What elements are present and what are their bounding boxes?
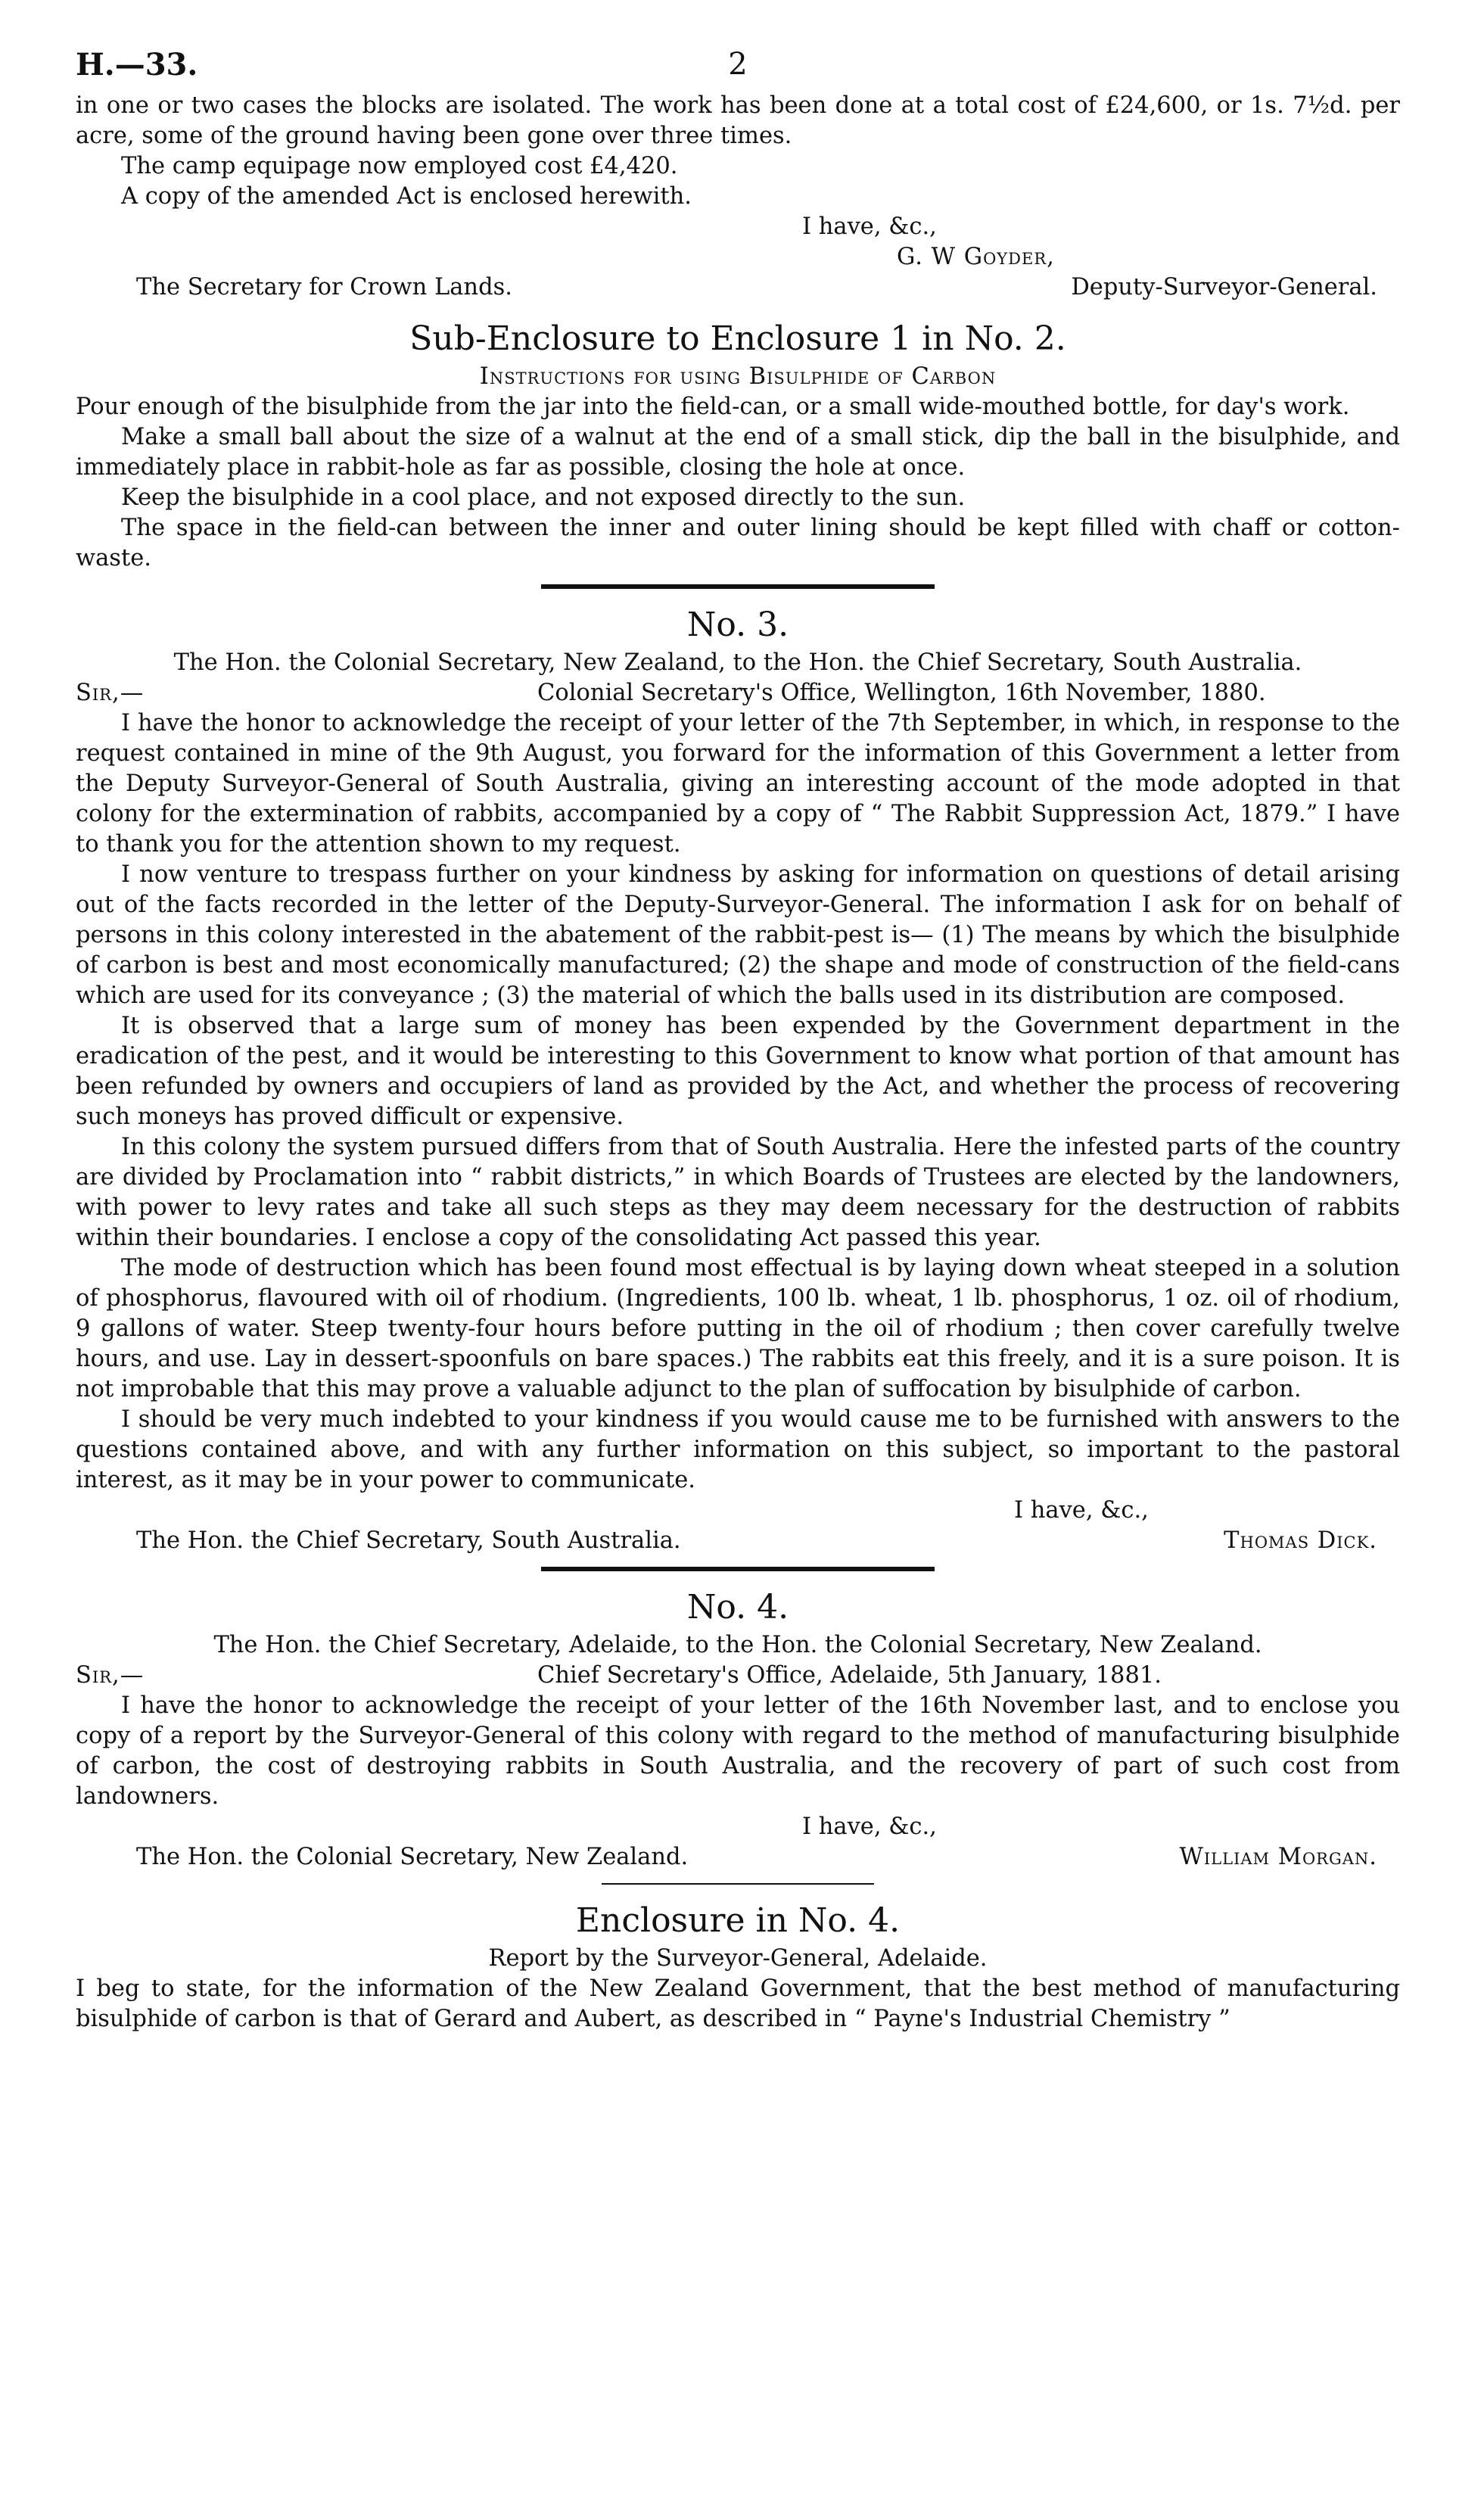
enclosure4-title: Enclosure in No. 4. (575, 1901, 901, 1940)
no3-addressee: The Hon. the Chief Secretary, South Australia. (136, 1527, 681, 1554)
sub-enclosure-subtitle: Instructions for using Bisulphide of Carbon (479, 363, 997, 390)
no4-heading: The Hon. the Chief Secretary, Adelaide, to the Hon. the Colonial Secretary, New Zealand. (213, 1632, 1262, 1658)
page-number: 2 (728, 47, 748, 82)
no4-title: No. 4. (686, 1588, 789, 1627)
sub-enclosure-title: Sub-Enclosure to Enclosure 1 in No. 2. (409, 319, 1066, 358)
section-divider (541, 1567, 935, 1571)
no3-signature-row (76, 1526, 1400, 1556)
opening-closing: I have, &c., (802, 213, 937, 240)
opening-paragraph-3: A copy of the amended Act is enclosed herewith. (121, 183, 692, 210)
no3-paragraph-4: In this colony the system pursued differs from that of South Australia. Here the infested parts of the country are divided by Proclamation into “ rabbit districts,” in which Boards of Trustees are elected by the landowners, with power to levy rates and take all such steps as they may deem necessary for the destruction of rabbits within their boundaries. I enclose a copy of the consolidating Act passed this year. (76, 1134, 1400, 1251)
page-reference: H.—33. (76, 47, 198, 82)
no3-paragraph-6: I should be very much indebted to your kindness if you would cause me to be furnished with answers to the questions contained above, and with any further information on this subject, so important to the pastoral interest, as it may be in your power to communicate. (76, 1406, 1400, 1493)
no4-signature-row (76, 1842, 1400, 1873)
no3-closing: I have, &c., (1014, 1497, 1149, 1524)
sub-enclosure-paragraph-3: Keep the bisulphide in a cool place, and not exposed directly to the sun. (121, 484, 966, 511)
opening-signatory: G. W Goyder, (897, 244, 1055, 270)
no3-paragraph-2: I now venture to trespass further on your kindness by asking for information on questions of detail arising out of the facts recorded in the letter of the Deputy-Surveyor-General. The information I ask for on behalf of persons in this colony interested in the abatement of the rabbit-pest is— (1) The means by which the bisulphide of carbon is best and most economically manufactured; (2) the shape and mode of construction of the field-cans which are used for its conveyance ; (3) the material of which the balls used in its distribution are composed. (76, 861, 1400, 1009)
enclosure4-paragraph: I beg to state, for the information of the New Zealand Government, that the best method of manufacturing bisulphide of carbon is that of Gerard and Aubert, as described in “ Payne's Industrial Chemistry ” (76, 1975, 1400, 2032)
enclosure-in-no-4 (76, 1898, 1400, 2034)
no4-salutation: Sir,— (76, 1662, 145, 1689)
no3-heading: The Hon. the Colonial Secretary, New Zealand, to the Hon. the Chief Secretary, South Australia. (173, 649, 1302, 676)
sub-enclosure-paragraph-1: Pour enough of the bisulphide from the jar into the field-can, or a small wide-mouthed bottle, for day's work. (76, 394, 1350, 420)
opening-paragraph-1: in one or two cases the blocks are isolated. The work has been done at a total cost of £24,600, or 1s. 7½d. per acre, some of the ground having been gone over three times. (76, 92, 1400, 149)
no3-dateline-row (76, 678, 1400, 708)
no3-title: No. 3. (686, 606, 789, 644)
letter-no-3 (76, 602, 1400, 1556)
opening-letter-end (76, 91, 1400, 303)
no4-dateline-row (76, 1661, 1400, 1691)
page-header (76, 47, 1400, 91)
no3-paragraph-1: I have the honor to acknowledge the receipt of your letter of the 7th September, in which, in response to the request contained in mine of the 9th August, you forward for the information of this Government a letter from the Deputy Surveyor-General of South Australia, giving an interesting account of the mode adopted in that colony for the extermination of rabbits, accompanied by a copy of “ The Rabbit Suppression Act, 1879.” I have to thank you for the attention shown to my request. (76, 710, 1400, 858)
sub-enclosure (76, 316, 1400, 574)
no4-closing: I have, &c., (802, 1813, 937, 1840)
no4-dateline: Chief Secretary's Office, Adelaide, 5th January, 1881. (537, 1662, 1162, 1689)
sub-enclosure-paragraph-4: The space in the field-can between the inner and outer lining should be kept filled with chaff or cotton-waste. (76, 515, 1400, 571)
no4-signatory: William Morgan. (1179, 1844, 1377, 1870)
no3-salutation: Sir,— (76, 680, 145, 706)
letter-no-4 (76, 1585, 1400, 1873)
no3-dateline: Colonial Secretary's Office, Wellington, 16th November, 1880. (537, 680, 1266, 706)
section-divider (541, 584, 935, 589)
section-divider (602, 1883, 874, 1885)
no3-paragraph-5: The mode of destruction which has been found most effectual is by laying down wheat steeped in a solution of phosphorus, flavoured with oil of rhodium. (Ingredients, 100 lb. wheat, 1 lb. phosphorus, 1 oz. oil of rhodium, 9 gallons of water. Steep twenty-four hours before putting in the oil of rhodium ; then cover carefully twelve hours, and use. Lay in dessert-spoonfuls on bare spaces.) The rabbits eat this freely, and it is a sure poison. It is not improbable that this may prove a valuable adjunct to the plan of suffocation by bisulphide of carbon. (76, 1255, 1400, 1402)
opening-signatory-title: Deputy-Surveyor-General. (1071, 274, 1377, 300)
sub-enclosure-paragraph-2: Make a small ball about the size of a walnut at the end of a small stick, dip the ball in the bisulphide, and immediately place in rabbit-hole as far as possible, closing the hole at once. (76, 424, 1400, 481)
no4-paragraph: I have the honor to acknowledge the receipt of your letter of the 16th November last, and to enclose you copy of a report by the Surveyor-General of this colony with regard to the method of manufacturing bisulphide of carbon, the cost of destroying rabbits in South Australia, and the recovery of part of such cost from landowners. (76, 1692, 1400, 1810)
opening-paragraph-2: The camp equipage now employed cost £4,420. (121, 153, 678, 179)
opening-addressee: The Secretary for Crown Lands. (136, 274, 512, 300)
no4-addressee: The Hon. the Colonial Secretary, New Zealand. (136, 1844, 689, 1870)
document-page (76, 47, 1400, 2034)
no3-paragraph-3: It is observed that a large sum of money has been expended by the Government department in the eradication of the pest, and it would be interesting to this Government to know what portion of that amount has been refunded by owners and occupiers of land as provided by the Act, and whether the process of recovering such moneys has proved difficult or expensive. (76, 1013, 1400, 1130)
enclosure4-subtitle: Report by the Surveyor-General, Adelaide. (488, 1945, 988, 1972)
opening-signature-row (76, 272, 1400, 303)
no3-signatory: Thomas Dick. (1224, 1527, 1377, 1554)
